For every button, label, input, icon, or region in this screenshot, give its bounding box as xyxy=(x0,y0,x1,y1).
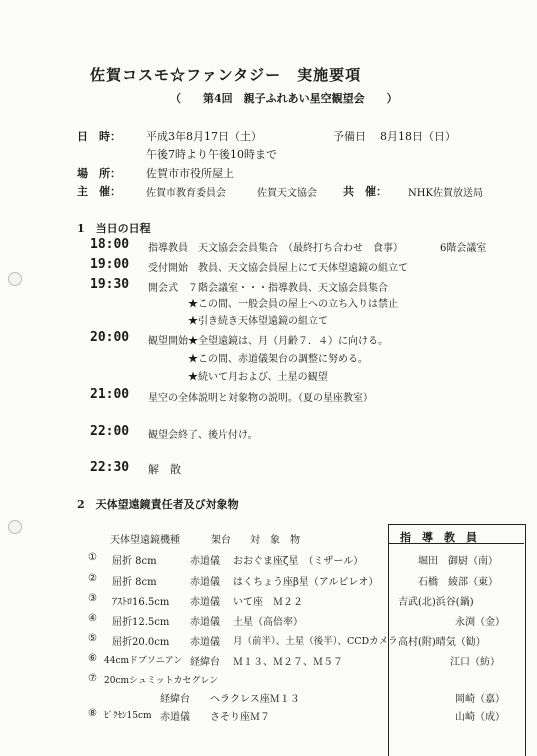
staff-name: 永渕（金） xyxy=(455,617,505,628)
staff-name: 高村(附)晴気（勧） xyxy=(398,637,486,648)
observation-target: 土星（高倍率） xyxy=(233,617,303,628)
staff-name: 石橋 綾部（東） xyxy=(418,577,498,588)
row-number: ⑦ xyxy=(88,673,97,684)
row-number: ④ xyxy=(88,613,97,624)
schedule-time: 21:00 xyxy=(90,387,130,402)
host-value: 佐賀市教育委員会 xyxy=(146,188,226,199)
schedule-time: 19:00 xyxy=(90,257,130,272)
telescope-model: 屈折20.0cm xyxy=(112,637,170,648)
telescope-model: 44cmドブソニアン xyxy=(104,656,183,666)
mount-type: 赤道儀 xyxy=(190,617,220,628)
mount-type: 赤道儀 xyxy=(190,597,220,608)
schedule-note: ★続いて月および、土星の観望 xyxy=(188,372,328,383)
observation-target: 月（前半）、土星（後半）、CCDカメラ xyxy=(233,636,398,647)
place-value: 佐賀市市役所屋上 xyxy=(146,167,234,180)
staff-name: 江口（紡） xyxy=(450,657,500,668)
staff-name: 山崎（成） xyxy=(455,712,505,723)
mount-type: 赤道儀 xyxy=(190,637,220,648)
observation-target: はくちょう座β星（アルビレオ） xyxy=(233,577,379,588)
document-subtitle: （ 第4回 親子ふれあい星空観望会 ） xyxy=(170,92,398,105)
reserve-value: 8月18日（日） xyxy=(380,130,456,143)
row-number: ⑧ xyxy=(88,708,97,719)
observation-target: ヘラクレス座Ｍ１３ xyxy=(210,694,300,705)
column-header-mount: 架台 xyxy=(211,535,231,546)
row-number: ① xyxy=(88,552,97,563)
date-label: 日 時： xyxy=(77,130,121,143)
observation-target: さそり座Ｍ７ xyxy=(210,712,270,723)
place-label: 場 所： xyxy=(77,167,121,180)
telescope-model: ｱｽﾄﾛ16.5cm xyxy=(112,597,170,608)
host-label: 主 催： xyxy=(77,185,121,198)
mount-type: 赤道儀 xyxy=(190,577,220,588)
row-number: ⑥ xyxy=(88,653,97,664)
schedule-heading: 1 当日の日程 xyxy=(77,222,151,235)
staff-name: 堀田 御厨（南） xyxy=(418,556,498,567)
mount-type: 経緯台 xyxy=(190,657,220,668)
schedule-text: 開会式 ７階会議室・・・指導教員、天文協会員集合 xyxy=(148,283,388,294)
telescope-model: ﾋﾞｸｾﾝ15cm xyxy=(104,711,152,721)
schedule-time: 20:00 xyxy=(90,330,130,345)
host-value-2: 佐賀天文協会 xyxy=(257,188,317,199)
reserve-label: 予備日 xyxy=(333,130,366,143)
staff-name: 岡崎（嘉） xyxy=(455,694,505,705)
schedule-note: ★この間、一般会員の屋上への立ち入りは禁止 xyxy=(188,299,398,310)
schedule-note: ★引き続き天体望遠鏡の組立て xyxy=(188,316,328,327)
cohost-label: 共 催： xyxy=(343,185,387,198)
column-header-telescope: 天体望遠鏡機種 xyxy=(110,535,180,546)
observation-target: いて座 Ｍ２２ xyxy=(233,597,303,608)
column-header-staff: 指 導 教 員 xyxy=(400,531,477,544)
mount-type: 赤道儀 xyxy=(160,712,190,723)
schedule-time: 22:30 xyxy=(90,460,130,475)
row-number: ② xyxy=(88,573,97,584)
column-header-target: 対 象 物 xyxy=(250,535,300,546)
document-title: 佐賀コスモ☆ファンタジー 実施要項 xyxy=(90,66,362,84)
schedule-text: 観望開始★全望遠鏡は、月（月齢７．４）に向ける。 xyxy=(148,336,388,347)
schedule-text: 星空の全体説明と対象物の説明。（夏の星座教室） xyxy=(148,393,373,404)
schedule-time: 22:00 xyxy=(90,424,130,439)
schedule-time: 18:00 xyxy=(90,237,130,252)
row-number: ③ xyxy=(88,593,97,604)
telescope-model: 20cmシュミットカセグレン xyxy=(104,676,219,686)
schedule-text: 解 散 xyxy=(148,463,181,476)
schedule-room: 6階会議室 xyxy=(440,243,487,254)
equipment-heading: 2 天体望遠鏡責任者及び対象物 xyxy=(77,498,239,511)
telescope-model: 屈折12.5cm xyxy=(112,617,170,628)
row-number: ⑤ xyxy=(88,633,97,644)
telescope-model: 屈折 8cm xyxy=(112,556,157,567)
punch-hole xyxy=(8,520,22,534)
mount-type: 経緯台 xyxy=(160,694,190,705)
telescope-model: 屈折 8cm xyxy=(112,577,157,588)
schedule-text: 指導教員 天文協会会員集合 （最終打ち合わせ 食事） xyxy=(148,243,403,254)
schedule-time: 19:30 xyxy=(90,277,130,292)
mount-type: 赤道儀 xyxy=(190,556,220,567)
schedule-text: 受付開始 教員、天文協会員屋上にて天体望遠鏡の組立て xyxy=(148,263,408,274)
schedule-note: ★この間、赤道儀架台の調整に努める。 xyxy=(188,354,368,365)
observation-target: Ｍ１３、Ｍ２７、Ｍ５７ xyxy=(233,657,343,668)
staff-name: 吉武(北)浜谷(鍋) xyxy=(398,597,474,608)
cohost-value: NHK佐賀放送局 xyxy=(408,188,483,199)
punch-hole xyxy=(8,272,22,286)
date-value: 平成3年8月17日（土） xyxy=(146,130,262,143)
observation-target: おおぐま座ζ星 （ミザール） xyxy=(233,556,364,567)
time-value: 午後7時より午後10時まで xyxy=(146,148,277,161)
schedule-text: 観望会終了、後片付け。 xyxy=(148,430,258,441)
